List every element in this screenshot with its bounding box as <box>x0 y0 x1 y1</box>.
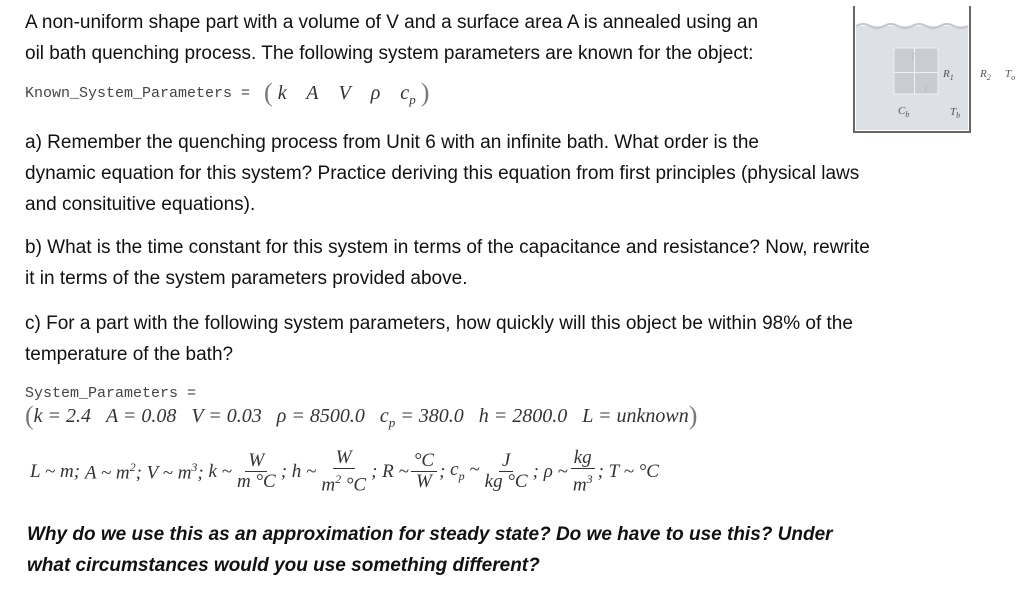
param-rho: ρ <box>370 82 381 104</box>
bath-capacitance-label: $C_b$ <box>898 105 910 120</box>
unit-L: L ~ m; <box>30 460 81 482</box>
part-c-paragraph <box>25 308 853 370</box>
sys-param-L: L = unknown <box>582 405 689 427</box>
system-parameters-label: System_Parameters = <box>25 385 197 402</box>
unit-h-fraction: $\frac{W}{m^2 ^\circ C}$ <box>321 447 367 496</box>
param-cp: $c_p$ <box>400 82 416 107</box>
quench-bath-diagram <box>850 4 1024 136</box>
unit-h: h ~ <box>291 460 317 482</box>
part-temperature-label: T <box>910 52 916 63</box>
unit-R-fraction: $\frac{^\circ C}{W}$ <box>411 451 437 492</box>
units-line: L ~ m; A ~ $m^2$; V ~ $m^3$; k ~ $\frac{W}{m ^\circ C}$ ; h ~ $\frac{W}{m^2 ^\circ C}$ ; R ~ $\frac{^\circ C}{W}$ ; $c_p$ ~ $\frac{J}{kg ^\circ C}$ ; ρ ~ $\frac{kg}{m^3}$ ; T ~ °C <box>30 447 659 496</box>
bath-illustration <box>850 4 1024 136</box>
ambient-temperature-label: $T_o$ <box>1005 68 1016 83</box>
sys-param-k: k = 2.4 <box>33 405 92 427</box>
param-k: k <box>277 82 287 104</box>
known-parameters-row <box>25 78 429 108</box>
sys-param-A: A = 0.08 <box>106 405 177 427</box>
unit-T: T ~ °C <box>608 460 659 482</box>
param-A: A <box>306 82 319 104</box>
part-a-line-2: dynamic equation for this system? Practice deriving this equation from first principles (physical laws <box>25 163 860 184</box>
closing-question-line-1: Why do we use this as an approximation for steady state? Do we have to use this? Under <box>27 524 833 545</box>
part-capacitance-label: C <box>924 84 931 95</box>
intro-paragraph <box>25 7 758 69</box>
unit-cp-fraction: $\frac{J}{kg ^\circ C}$ <box>484 450 528 493</box>
known-parameters-vector: ( k A V ρ $c_p$ ) <box>264 78 430 107</box>
part-c-line-1: c) For a part with the following system parameters, how quickly will this object be within 98% of the <box>25 313 853 334</box>
part-b-line-1: b) What is the time constant for this system in terms of the capacitance and resistance? Now, rewrite <box>25 237 870 258</box>
resistance-2-label: $R_2$ <box>980 68 991 83</box>
part-a-line-3: and consituitive equations). <box>25 194 256 215</box>
resistance-1-label: $R_1$ <box>943 68 954 83</box>
param-V: V <box>338 82 351 104</box>
unit-R: R ~ <box>382 460 409 482</box>
closing-question <box>27 519 833 581</box>
system-parameters-vector: (k = 2.4 A = 0.08 V = 0.03 ρ = 8500.0 $c_p = 380.0$ h = 2800.0 L = unknown) <box>25 401 698 430</box>
part-a-paragraph <box>25 127 859 220</box>
unit-k-fraction: $\frac{W}{m ^\circ C}$ <box>236 450 276 493</box>
part-b-line-2: it in terms of the system parameters provided above. <box>25 268 468 289</box>
sys-param-rho: ρ = 8500.0 <box>276 405 365 427</box>
known-parameters-label: Known_System_Parameters = <box>25 84 251 102</box>
unit-V: V ~ $m^3$; <box>146 459 204 483</box>
sys-param-h: h = 2800.0 <box>478 405 568 427</box>
sys-param-cp: $c_p = 380.0$ <box>379 405 464 430</box>
intro-line-1: A non-uniform shape part with a volume of V and a surface area A is annealed using an <box>25 12 759 33</box>
unit-rho-fraction: $\frac{kg}{m^3}$ <box>570 448 596 495</box>
part-a-line-1: a) Remember the quenching process from Unit 6 with an infinite bath. What order is the <box>25 132 759 153</box>
unit-cp: $c_p$ ~ <box>450 459 480 484</box>
closing-question-line-2: what circumstances would you use something different? <box>27 555 540 576</box>
part-block <box>894 48 938 94</box>
unit-A: A ~ $m^2$; <box>84 459 142 483</box>
unit-k: k ~ <box>208 460 232 482</box>
sys-param-V: V = 0.03 <box>191 405 262 427</box>
bath-temperature-label: $T_b$ <box>950 106 961 121</box>
unit-rho: ρ ~ <box>543 460 568 482</box>
part-b-paragraph <box>25 232 870 294</box>
intro-line-2: oil bath quenching process. The following system parameters are known for the object: <box>25 43 754 64</box>
part-c-line-2: temperature of the bath? <box>25 344 234 365</box>
